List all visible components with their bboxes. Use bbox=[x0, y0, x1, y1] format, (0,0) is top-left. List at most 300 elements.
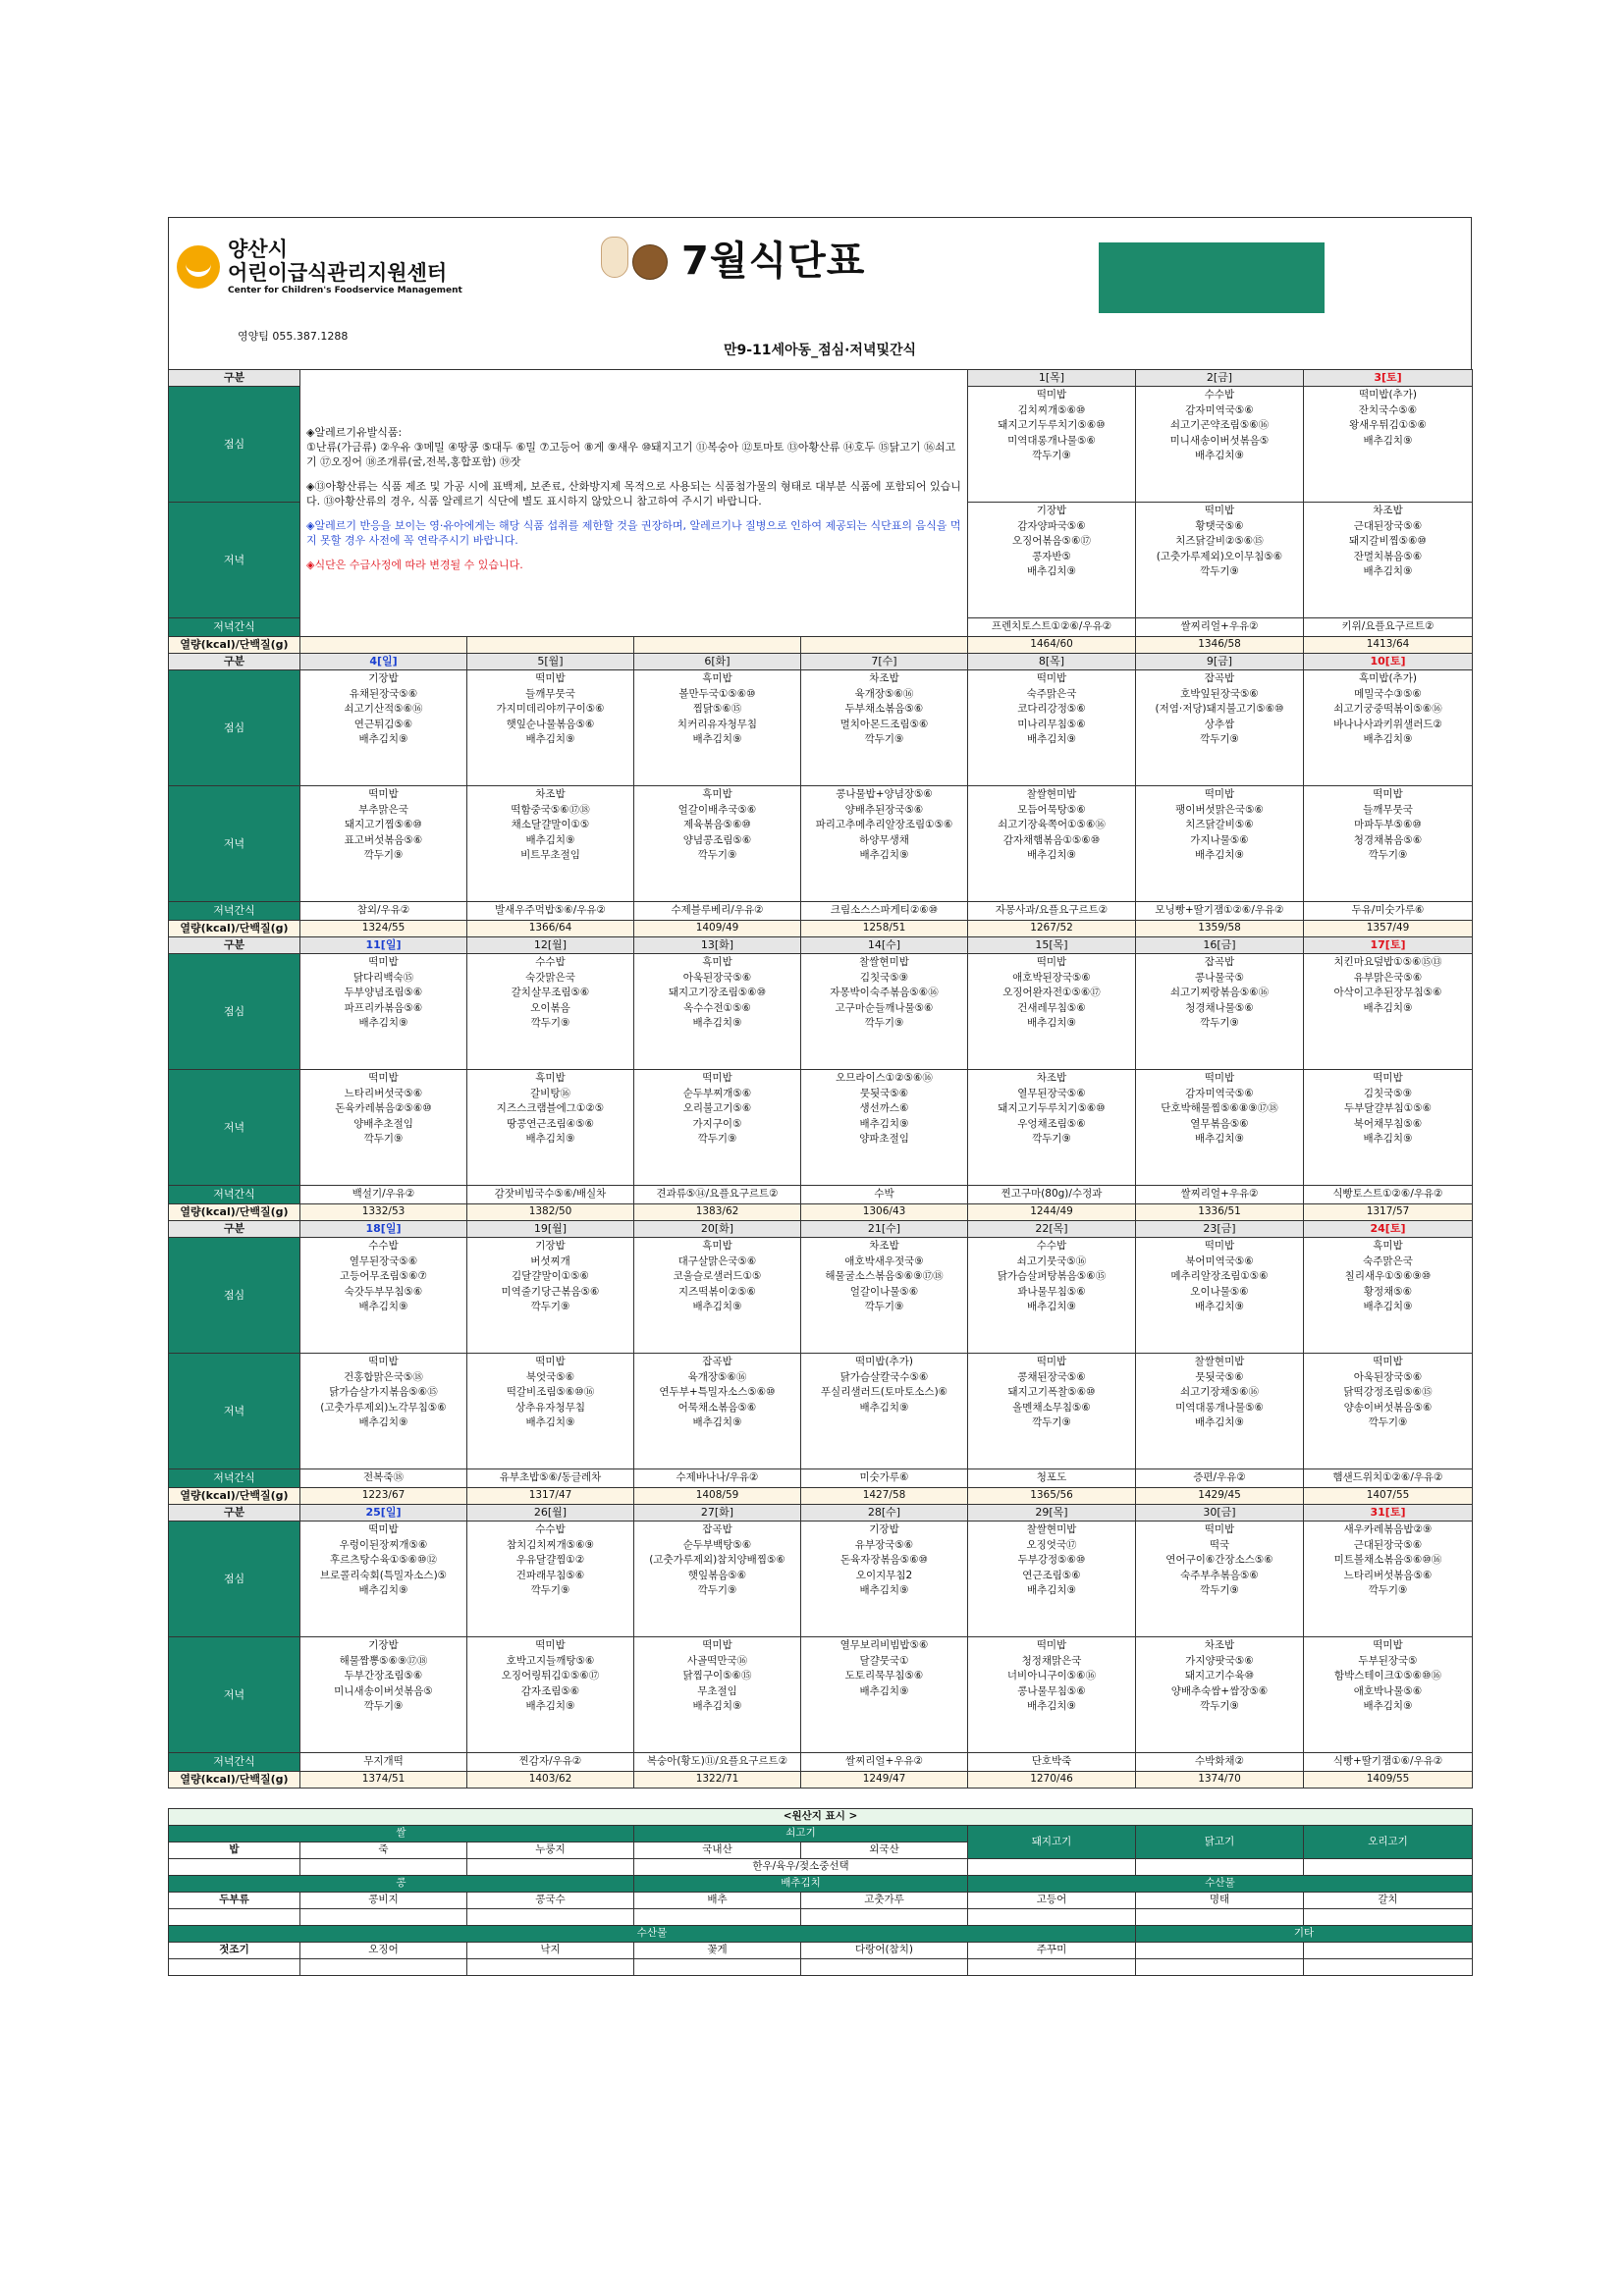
menu-item: 어묵채소볶음⑤⑥ bbox=[677, 1401, 757, 1414]
menu-item: 가지미데리야끼구이⑤⑥ bbox=[496, 703, 605, 715]
menu-item: 떡미밥 bbox=[368, 956, 399, 968]
origin-cell bbox=[467, 1909, 634, 1926]
menu-item: 배추김치⑨ bbox=[1195, 1301, 1244, 1312]
menu-item: 떡미밥 bbox=[1373, 788, 1403, 800]
snack-cell: 쌀찌리얼+우유② bbox=[1136, 1186, 1304, 1204]
empty-cell bbox=[634, 637, 801, 654]
snack-cell: 무지개떡 bbox=[300, 1753, 467, 1772]
cal-cell: 1374/70 bbox=[1136, 1772, 1304, 1789]
dinner-cell bbox=[634, 1070, 801, 1186]
menu-item: 유채된장국⑤⑥ bbox=[349, 687, 418, 700]
menu-item: 떡미밥 bbox=[1373, 1639, 1403, 1651]
menu-item: 차조밥 bbox=[535, 788, 566, 800]
menu-item: 미역줄기당근볶음⑤⑥ bbox=[501, 1285, 600, 1298]
day-header: 26[월] bbox=[467, 1505, 634, 1522]
dinner-cell bbox=[300, 786, 467, 902]
dinner-cell bbox=[634, 786, 801, 902]
menu-item: 깍두기⑨ bbox=[530, 1301, 570, 1312]
dinner-cell bbox=[968, 786, 1136, 902]
phone-number: 영양팀 055.387.1288 bbox=[238, 330, 349, 343]
menu-item: 오므라이스①②⑤⑥⑯ bbox=[836, 1072, 933, 1084]
menu-item: 수수밥 bbox=[368, 1240, 399, 1252]
row-label-gubun: 구분 bbox=[169, 370, 300, 387]
menu-item: 배추김치⑨ bbox=[859, 1117, 909, 1130]
snack-cell: 단호박죽 bbox=[968, 1753, 1136, 1772]
row-label-cal: 열량(kcal)/단백질(g) bbox=[169, 1488, 300, 1505]
menu-item: 채소달걀말이①⑤ bbox=[511, 819, 590, 830]
lunch-cell bbox=[968, 954, 1136, 1070]
snack-cell: 두유/미숫가루⑥ bbox=[1304, 902, 1473, 921]
lunch-cell bbox=[801, 1522, 968, 1637]
menu-item: 흑미밥 bbox=[535, 1072, 566, 1084]
snack-cell: 쌀찌리얼+우유② bbox=[801, 1753, 968, 1772]
menu-item: 돼지고기장조림⑤⑥⑩ bbox=[668, 987, 767, 998]
snack-cell: 청포도 bbox=[968, 1469, 1136, 1488]
snack-cell: 키위/요플요구르트② bbox=[1304, 618, 1473, 637]
menu-item: 꽈나물무침⑤⑥ bbox=[1017, 1285, 1086, 1298]
menu-item: 배추김치⑨ bbox=[358, 1416, 408, 1428]
menu-item: 김치찌개⑤⑥⑩ bbox=[1017, 403, 1086, 416]
lunch-cell bbox=[1304, 1522, 1473, 1637]
menu-item: 찰쌀현미밥 bbox=[1194, 1356, 1245, 1367]
snack-cell: 수박화채② bbox=[1136, 1753, 1304, 1772]
menu-item: 함박스테이크①⑤⑥⑩⑯ bbox=[1333, 1670, 1441, 1682]
snack-cell: 자몽사과/요플요구르트② bbox=[968, 902, 1136, 921]
menu-item: 미역대롱개나물⑤⑥ bbox=[1175, 1401, 1264, 1414]
lunch-cell bbox=[801, 1238, 968, 1354]
snack-cell: 발새우주먹밥⑤⑥/우유② bbox=[467, 902, 634, 921]
reaction-note: ◈알레르기 반응을 보이는 영·유아에게는 해당 식품 섭취를 제한할 것을 권장하며, 알레르기나 질병으로 인하여 제공되는 식단표의 음식을 먹지 못할 경우 사전에 꼭 연락주시기 바랍니다. bbox=[306, 518, 961, 547]
center-name-line1: 양산시 bbox=[228, 238, 288, 261]
menu-item: 배추김치⑨ bbox=[859, 1584, 909, 1596]
dinner-cell bbox=[634, 1354, 801, 1469]
row-label-snack: 저녁간식 bbox=[169, 1469, 300, 1488]
lunch-cell bbox=[968, 670, 1136, 786]
origin-cell: 오징어 bbox=[300, 1943, 467, 1959]
dinner-cell bbox=[467, 1354, 634, 1469]
menu-item: 배추김치⑨ bbox=[692, 1017, 742, 1029]
origin-cell: 배추 bbox=[634, 1893, 801, 1909]
day-header: 29[목] bbox=[968, 1505, 1136, 1522]
origin-beef-detail: 한우/육우/젖소중선택 bbox=[634, 1859, 968, 1876]
cal-cell: 1409/55 bbox=[1304, 1772, 1473, 1789]
row-label-gubun: 구분 bbox=[169, 654, 300, 670]
menu-item: 돼지고기두루치기⑤⑥⑩ bbox=[998, 419, 1106, 431]
snack-cell: 찐감자/우유② bbox=[467, 1753, 634, 1772]
menu-item: 쇠고기궁중떡볶이⑤⑥⑯ bbox=[1333, 703, 1442, 715]
dinner-cell bbox=[467, 786, 634, 902]
dinner-cell bbox=[968, 1637, 1136, 1753]
menu-item: 열무된장국⑤⑥ bbox=[1017, 1087, 1086, 1099]
lunch-cell bbox=[634, 954, 801, 1070]
day-header: 8[목] bbox=[968, 654, 1136, 670]
row-label-snack: 저녁간식 bbox=[169, 618, 300, 637]
menu-item: 찰쌀현미밥 bbox=[1026, 788, 1077, 800]
menu-item: 고등어무조림⑤⑥⑦ bbox=[339, 1270, 428, 1282]
menu-item: 오징어볶음⑤⑥⑰ bbox=[1011, 535, 1092, 547]
menu-item: 애호박나물⑤⑥ bbox=[1353, 1684, 1423, 1697]
lunch-cell bbox=[1304, 954, 1473, 1070]
snack-cell: 식빵토스트①②⑥/우유② bbox=[1304, 1186, 1473, 1204]
lunch-cell bbox=[467, 1238, 634, 1354]
menu-item: 배추김치⑨ bbox=[1363, 434, 1413, 447]
menu-item: 떡미밥 bbox=[1204, 788, 1235, 800]
menu-item: 상추유자청무침 bbox=[514, 1401, 585, 1414]
menu-item: 떡미밥 bbox=[368, 1356, 399, 1367]
menu-item: 지즈스크램블에그①②⑤ bbox=[496, 1102, 605, 1114]
cal-cell: 1413/64 bbox=[1304, 637, 1473, 654]
menu-item: 제육볶음⑤⑥⑩ bbox=[683, 819, 751, 830]
menu-item: 하양무생채 bbox=[859, 833, 909, 846]
origin-beef: 쇠고기 bbox=[634, 1826, 968, 1842]
cal-cell: 1249/47 bbox=[801, 1772, 968, 1789]
menu-item: 감자미역국⑤⑥ bbox=[1185, 403, 1254, 416]
menu-item: 청경채나물⑤⑥ bbox=[1185, 1001, 1254, 1014]
origin-cell bbox=[1304, 1959, 1473, 1976]
menu-item: 돼지고기수육⑩ bbox=[1184, 1670, 1255, 1682]
menu-item: 미역대롱개나물⑤⑥ bbox=[1007, 434, 1096, 447]
lunch-cell bbox=[467, 954, 634, 1070]
menu-item: 햇잎볶음⑤⑥ bbox=[687, 1569, 747, 1581]
menu-item: 배추김치⑨ bbox=[1027, 1584, 1076, 1596]
day-header: 14[수] bbox=[801, 937, 968, 954]
lunch-cell bbox=[1304, 1238, 1473, 1354]
day-header: 25[일] bbox=[300, 1505, 467, 1522]
menu-item: 두부양념조림⑤⑥ bbox=[344, 987, 423, 998]
menu-item: 들깨무뭇국 bbox=[525, 687, 575, 700]
menu-item: 청경채볶음⑤⑥ bbox=[1353, 833, 1423, 846]
menu-item: 배추김치⑨ bbox=[692, 1301, 742, 1312]
menu-item: 느타리버섯볶음⑤⑥ bbox=[1343, 1569, 1433, 1581]
menu-item: 떡미밥 bbox=[1204, 1523, 1235, 1535]
menu-item: 순두부찌개⑤⑥ bbox=[682, 1087, 752, 1099]
origin-cell: 두부류 bbox=[169, 1893, 300, 1909]
snack-cell: 수제바나나/우유② bbox=[634, 1469, 801, 1488]
menu-item: 배추김치⑨ bbox=[859, 1401, 909, 1414]
menu-item: 떡미밥 bbox=[702, 1639, 732, 1651]
origin-cell bbox=[1136, 1859, 1304, 1876]
menu-item: 가지나물⑤⑥ bbox=[1190, 833, 1249, 846]
menu-item: 배추김치⑨ bbox=[525, 1416, 575, 1428]
menu-item: 기장밥 bbox=[535, 1240, 566, 1252]
menu-item: 떡미밥 bbox=[1204, 1072, 1235, 1084]
menu-item: 근대된장국⑤⑥ bbox=[1353, 519, 1423, 532]
menu-item: 마파두부⑤⑥⑩ bbox=[1354, 819, 1422, 830]
cal-cell: 1267/52 bbox=[968, 921, 1136, 937]
dinner-cell bbox=[1136, 1354, 1304, 1469]
menu-item: 콩나물무침⑤⑥ bbox=[1017, 1684, 1086, 1697]
allergy-title: ◈알레르기유발식품: bbox=[306, 425, 403, 439]
day-header: 31[토] bbox=[1304, 1505, 1473, 1522]
menu-item: 지즈떡볶이②⑤⑥ bbox=[678, 1285, 756, 1298]
menu-item: 떡미밥 bbox=[702, 1072, 732, 1084]
menu-item: 양배추숙쌈+쌈장⑤⑥ bbox=[1170, 1684, 1269, 1697]
dinner-cell bbox=[801, 1354, 968, 1469]
menu-item: 흑미밥 bbox=[702, 956, 732, 968]
menu-item: 깍두기⑨ bbox=[1200, 1700, 1239, 1712]
menu-item: 배추김치⑨ bbox=[525, 833, 575, 846]
menu-item: 양송이버섯볶음⑤⑥ bbox=[1343, 1401, 1433, 1414]
menu-item: 깍두기⑨ bbox=[363, 1133, 404, 1145]
menu-item: 깍두기⑨ bbox=[363, 1700, 404, 1712]
menu-item: 배추김치⑨ bbox=[692, 1700, 742, 1712]
menu-item: 쇠고기장육쪽어①⑤⑥⑯ bbox=[998, 819, 1106, 830]
menu-item: 연어구이⑥간장소스⑤⑥ bbox=[1165, 1554, 1273, 1566]
menu-item: 배추김치⑨ bbox=[1195, 849, 1244, 861]
menu-item: 깍두기⑨ bbox=[697, 1133, 737, 1145]
origin-cell bbox=[1304, 1859, 1473, 1876]
menu-item: 햇잎순나물볶음⑤⑥ bbox=[506, 718, 595, 730]
menu-item: 양배추초절임 bbox=[353, 1117, 413, 1130]
menu-item: 배추김치⑨ bbox=[358, 733, 408, 745]
menu-item: 떡미밥 bbox=[535, 1639, 566, 1651]
menu-item: 수수밥 bbox=[535, 1523, 566, 1535]
origin-cell: 콩비지 bbox=[300, 1893, 467, 1909]
cal-cell: 1366/64 bbox=[467, 921, 634, 937]
origin-pork: 돼지고기 bbox=[968, 1826, 1136, 1859]
menu-item: 치킨마요덮밥①⑤⑥⑮⑬ bbox=[1333, 956, 1442, 968]
menu-item: (저염·저당)돼지불고기⑤⑥⑩ bbox=[1155, 703, 1284, 715]
cal-cell: 1306/43 bbox=[801, 1204, 968, 1221]
lunch-cell bbox=[634, 1522, 801, 1637]
menu-item: 푸실리샐러드(토마토소스)⑥ bbox=[820, 1386, 948, 1398]
menu-item: 깍두기⑨ bbox=[1200, 565, 1239, 577]
menu-item: 오징어완자전①⑤⑥⑰ bbox=[1002, 987, 1101, 998]
lunch-cell bbox=[1304, 670, 1473, 786]
menu-item: 배추김치⑨ bbox=[1027, 565, 1076, 577]
menu-item: 표고버섯볶음⑤⑥ bbox=[344, 833, 423, 846]
menu-item: 메추리알장조림①⑤⑥ bbox=[1170, 1270, 1269, 1282]
menu-item: 배추김치⑨ bbox=[692, 733, 742, 745]
menu-item: (고춧가루제외)노각무침⑤⑥ bbox=[320, 1401, 447, 1414]
menu-item: 기장밥 bbox=[1036, 505, 1067, 516]
menu-item: 열무보리비빔밥⑤⑥ bbox=[839, 1639, 929, 1651]
origin-table bbox=[168, 1808, 1473, 1976]
origin-cell bbox=[169, 1909, 300, 1926]
snack-cell: 전복죽⑱ bbox=[300, 1469, 467, 1488]
empty-cell bbox=[300, 637, 467, 654]
origin-cell: 고등어 bbox=[968, 1893, 1136, 1909]
lunch-cell bbox=[467, 670, 634, 786]
origin-title: <원산지 표시 > bbox=[169, 1809, 1473, 1826]
menu-item: 깍두기⑨ bbox=[1200, 1017, 1239, 1029]
menu-item: 오리불고기⑤⑥ bbox=[682, 1102, 752, 1114]
menu-item: 돼지갈비찜⑤⑥⑩ bbox=[1349, 535, 1427, 547]
menu-item: 상추쌈 bbox=[1204, 718, 1235, 730]
menu-item: 생선까스⑥ bbox=[859, 1102, 909, 1114]
dinner-cell bbox=[1136, 1070, 1304, 1186]
cal-cell: 1464/60 bbox=[968, 637, 1136, 654]
origin-cell bbox=[467, 1959, 634, 1976]
lunch-cell bbox=[801, 954, 968, 1070]
menu-item: 차조밥 bbox=[869, 1240, 899, 1252]
day-header: 22[목] bbox=[968, 1221, 1136, 1238]
menu-item: 육개장⑤⑥⑯ bbox=[854, 687, 914, 700]
menu-item: 깍두기⑨ bbox=[1368, 1584, 1408, 1596]
cal-cell: 1336/51 bbox=[1136, 1204, 1304, 1221]
menu-item: 배추김치⑨ bbox=[1195, 450, 1244, 461]
snack-cell: 모닝빵+딸기잼①②⑥/우유② bbox=[1136, 902, 1304, 921]
menu-item: 숙주맑은국 bbox=[1026, 687, 1077, 700]
menu-item: 떡미밥(추가) bbox=[855, 1356, 913, 1367]
menu-item: 단호박해물찜⑤⑥⑧⑨⑰⑱ bbox=[1161, 1102, 1278, 1114]
origin-cell bbox=[300, 1959, 467, 1976]
snack-cell: 참외/우유② bbox=[300, 902, 467, 921]
origin-cell bbox=[169, 1959, 300, 1976]
cal-cell: 1258/51 bbox=[801, 921, 968, 937]
origin-cell bbox=[169, 1859, 300, 1876]
menu-item: 미니새송이버섯볶음⑤ bbox=[334, 1684, 433, 1697]
menu-item: 깍두기⑨ bbox=[363, 849, 404, 861]
origin-cell bbox=[300, 1909, 467, 1926]
row-label-cal: 열량(kcal)/단백질(g) bbox=[169, 921, 300, 937]
menu-item: 깍두기⑨ bbox=[1368, 1416, 1408, 1428]
empty-cell bbox=[467, 637, 634, 654]
empty-cell bbox=[801, 637, 968, 654]
menu-item: 양파초절임 bbox=[859, 1133, 909, 1145]
allergy-list: ①난류(가금류) ②우유 ③메밀 ④땅콩 ⑤대두 ⑥밀 ⑦고등어 ⑧게 ⑨새우 ⑩돼지고기 ⑪복숭아 ⑫토마토 ⑬아황산류 ⑭호두 ⑮닭고기 ⑯쇠고기 ⑰오징어 ⑱조개류(굴,전복,홍합포함) ⑲잣 bbox=[306, 440, 956, 468]
snack-cell: 수제블루베리/우유② bbox=[634, 902, 801, 921]
cal-cell: 1357/49 bbox=[1304, 921, 1473, 937]
menu-item: 감자조림⑤⑥ bbox=[520, 1684, 580, 1697]
origin-cell bbox=[1136, 1959, 1304, 1976]
menu-item: 우엉채조림⑤⑥ bbox=[1017, 1117, 1086, 1130]
menu-item: 닭가슴살칼국수⑤⑥ bbox=[839, 1370, 929, 1383]
menu-item: 두부강정⑤⑥⑩ bbox=[1017, 1554, 1086, 1566]
origin-cell: 꽃게 bbox=[634, 1943, 801, 1959]
day-header: 7[수] bbox=[801, 654, 968, 670]
menu-item: 비트무초절임 bbox=[520, 849, 580, 861]
day-header: 18[일] bbox=[300, 1221, 467, 1238]
menu-item: 얼갈이나물⑤⑥ bbox=[849, 1285, 919, 1298]
menu-item: 닭가슴살가지볶음⑤⑥⑮ bbox=[329, 1386, 438, 1398]
origin-cell bbox=[1136, 1909, 1304, 1926]
cal-cell: 1374/51 bbox=[300, 1772, 467, 1789]
snack-cell: 찐고구마(80g)/수정과 bbox=[968, 1186, 1136, 1204]
lunch-cell bbox=[1304, 387, 1473, 503]
menu-item: 무초절임 bbox=[697, 1684, 737, 1697]
origin-cell bbox=[300, 1859, 467, 1876]
origin-cell bbox=[1304, 1943, 1473, 1959]
menu-item: 아삭이고추된장무침⑤⑥ bbox=[1333, 987, 1442, 998]
menu-item: 황정채⑤⑥ bbox=[1363, 1285, 1413, 1298]
dinner-cell bbox=[300, 1070, 467, 1186]
day-header: 13[화] bbox=[634, 937, 801, 954]
menu-item: 멸치아몬드조림⑤⑥ bbox=[839, 718, 929, 730]
origin-cell: 낙지 bbox=[467, 1943, 634, 1959]
cal-cell: 1332/53 bbox=[300, 1204, 467, 1221]
menu-item: 닭가슴살퍼탕볶음⑤⑥⑮ bbox=[997, 1270, 1107, 1282]
menu-item: 떡국 bbox=[1209, 1538, 1230, 1551]
center-name-english: Center for Children's Foodservice Management bbox=[228, 286, 462, 295]
menu-item: 떡갈비조림⑤⑥⑩⑯ bbox=[506, 1386, 595, 1398]
menu-table bbox=[168, 369, 1473, 1789]
menu-item: 배추김치⑨ bbox=[1027, 849, 1076, 861]
menu-item: 옥수수전①⑤⑥ bbox=[683, 1001, 751, 1014]
menu-item: 양배추된장국⑤⑥ bbox=[844, 803, 924, 816]
menu-item: 수수밥 bbox=[535, 956, 566, 968]
origin-seafood2: 수산물 bbox=[169, 1926, 1136, 1943]
menu-item: 수수밥 bbox=[1204, 389, 1235, 400]
row-label-dinner: 저녁 bbox=[169, 786, 300, 902]
cal-cell: 1244/49 bbox=[968, 1204, 1136, 1221]
menu-item: 흑미밥 bbox=[702, 788, 732, 800]
menu-item: 쇠고기찌랑볶음⑤⑥⑯ bbox=[1169, 987, 1270, 998]
menu-item: 배추김치⑨ bbox=[358, 1301, 408, 1312]
menu-item: 배추김치⑨ bbox=[1363, 565, 1413, 577]
day-header: 6[화] bbox=[634, 654, 801, 670]
menu-item: 잔치국수⑤⑥ bbox=[1358, 403, 1418, 416]
menu-item: 오징어링튀김①⑤⑥⑰ bbox=[501, 1670, 600, 1682]
row-label-dinner: 저녁 bbox=[169, 503, 300, 618]
origin-cell: 밥 bbox=[169, 1842, 300, 1859]
menu-item: 콩나물국⑤ bbox=[1195, 971, 1244, 984]
menu-item: 연근튀김⑤⑥ bbox=[353, 718, 413, 730]
snack-cell: 미숫가루⑥ bbox=[801, 1469, 968, 1488]
allergy-notes bbox=[300, 370, 968, 637]
lunch-cell bbox=[1136, 670, 1304, 786]
menu-item: 얼갈이배추국⑤⑥ bbox=[677, 803, 757, 816]
menu-item: 모듬어묵탕⑤⑥ bbox=[1017, 803, 1086, 816]
menu-item: 잡곡밥 bbox=[1204, 672, 1235, 684]
menu-item: 배추김치⑨ bbox=[1195, 1133, 1244, 1145]
menu-item: 콩자반⑤ bbox=[1032, 550, 1071, 562]
menu-item: 흑미밥(추가) bbox=[1359, 672, 1417, 684]
menu-item: 떡미밥 bbox=[1036, 1639, 1067, 1651]
menu-item: 배추김치⑨ bbox=[525, 733, 575, 745]
day-header: 11[일] bbox=[300, 937, 467, 954]
row-label-gubun: 구분 bbox=[169, 1221, 300, 1238]
snack-cell: 식빵+딸기잼①⑥/우유② bbox=[1304, 1753, 1473, 1772]
menu-item: 고구마순들깨나물⑤⑥ bbox=[835, 1001, 934, 1014]
menu-item: 호박잎된장국⑤⑥ bbox=[1180, 687, 1259, 700]
menu-item: 배추김치⑨ bbox=[1363, 1001, 1413, 1014]
menu-item: 두부달걀부침①⑤⑥ bbox=[1343, 1102, 1433, 1114]
day-header: 27[화] bbox=[634, 1505, 801, 1522]
row-label-gubun: 구분 bbox=[169, 937, 300, 954]
menu-item: 쇠고기산적⑤⑥⑯ bbox=[344, 703, 423, 715]
row-label-snack: 저녁간식 bbox=[169, 1753, 300, 1772]
cal-cell: 1403/62 bbox=[467, 1772, 634, 1789]
menu-item: 차조밥 bbox=[1204, 1639, 1235, 1651]
menu-item: 팽이버섯맑은국⑤⑥ bbox=[1175, 803, 1264, 816]
menu-item: 버섯찌개 bbox=[530, 1255, 570, 1267]
menu-item: 차조밥 bbox=[1373, 505, 1403, 516]
dinner-cell bbox=[300, 1637, 467, 1753]
menu-item: 달걀뭇국① bbox=[859, 1654, 909, 1667]
cal-cell: 1359/58 bbox=[1136, 921, 1304, 937]
menu-item: 대구살맑은국⑤⑥ bbox=[677, 1255, 757, 1267]
lunch-cell bbox=[300, 1522, 467, 1637]
menu-item: 돼지고기찜⑤⑥⑩ bbox=[345, 819, 422, 830]
menu-item: 떡미밥 bbox=[368, 1072, 399, 1084]
dinner-cell bbox=[1136, 1637, 1304, 1753]
row-label-cal: 열량(kcal)/단백질(g) bbox=[169, 1772, 300, 1789]
menu-item: 양념콩조림⑤⑥ bbox=[682, 833, 752, 846]
row-label-lunch: 점심 bbox=[169, 1522, 300, 1637]
menu-item: 떡미밥 bbox=[1036, 672, 1067, 684]
menu-item: 감자미역국⑤⑥ bbox=[1185, 1087, 1254, 1099]
origin-cell bbox=[801, 1959, 968, 1976]
snack-cell: 수박 bbox=[801, 1186, 968, 1204]
menu-item: 미니새송이버섯볶음⑤ bbox=[1169, 434, 1270, 447]
menu-item: 코울슬로샐러드①⑤ bbox=[673, 1270, 762, 1282]
dinner-cell bbox=[467, 1070, 634, 1186]
menu-item: 깍두기⑨ bbox=[1032, 450, 1071, 461]
dinner-cell bbox=[801, 1070, 968, 1186]
origin-cell bbox=[801, 1909, 968, 1926]
menu-item: (고춧가루제외)참치양배찜⑤⑥ bbox=[649, 1554, 785, 1566]
